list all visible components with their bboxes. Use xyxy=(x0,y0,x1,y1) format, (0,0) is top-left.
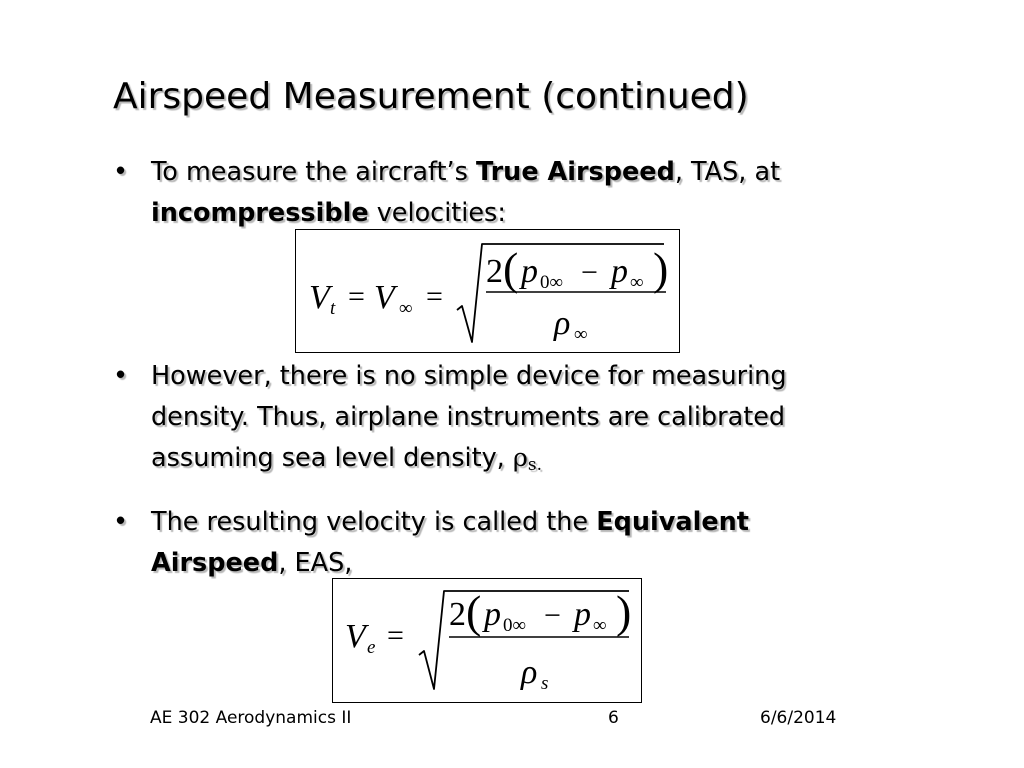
slide-title: Airspeed Measurement (continued) xyxy=(113,76,749,117)
eq-operator: = xyxy=(426,280,443,313)
equation-equivalent-airspeed xyxy=(332,578,642,703)
eq-symbol: V xyxy=(345,618,366,655)
eq-symbol: ρ xyxy=(554,305,571,342)
eq-subscript: s xyxy=(541,673,549,694)
eq-paren: ( xyxy=(503,243,519,294)
bullet-line xyxy=(151,193,911,234)
eq-symbol: V xyxy=(374,279,395,316)
eq-paren: ) xyxy=(616,586,632,637)
text-run: , EAS, xyxy=(278,548,353,578)
eq-subscript: ∞ xyxy=(630,272,644,293)
bullet-text xyxy=(151,356,921,486)
bullet-text xyxy=(151,502,911,584)
rho-subscript: s. xyxy=(527,455,543,475)
rho-glyph: ρ xyxy=(512,443,528,473)
bullet-line: density. Thus, airplane instruments are calibrated xyxy=(151,402,786,432)
rho-symbol xyxy=(513,443,542,473)
term-true-airspeed: True Airspeed xyxy=(476,157,675,187)
text-run: velocities: xyxy=(368,198,506,228)
eq-operator: = xyxy=(348,280,365,313)
text-run: assuming sea level density, xyxy=(151,443,513,473)
equation-true-airspeed-graphic xyxy=(296,230,679,352)
eq-subscript: 0∞ xyxy=(503,615,527,636)
eq-symbol: p xyxy=(611,253,628,290)
bullet-line xyxy=(151,152,911,193)
bullet-line xyxy=(151,438,921,486)
bullet-text xyxy=(151,152,911,234)
eq-paren: ( xyxy=(466,586,482,637)
eq-subscript: 0∞ xyxy=(540,272,564,293)
eq-number: 2 xyxy=(449,596,466,633)
bullet-dot: • xyxy=(113,157,129,187)
term-incompressible: incompressible xyxy=(151,198,369,228)
footer-course: AE 302 Aerodynamics II xyxy=(150,708,352,728)
text-run: , TAS, at xyxy=(674,157,781,187)
eq-subscript: ∞ xyxy=(399,298,413,319)
equation-true-airspeed xyxy=(295,229,680,353)
eq-symbol: V xyxy=(309,279,330,316)
term-airspeed: Airspeed xyxy=(151,548,279,578)
bullet-line xyxy=(151,502,911,543)
eq-symbol: p xyxy=(521,253,538,290)
eq-subscript: ∞ xyxy=(593,615,607,636)
eq-operator: − xyxy=(581,256,598,289)
text-run: The resulting velocity is called the xyxy=(151,507,597,537)
footer-date: 6/6/2014 xyxy=(760,708,837,728)
eq-symbol: p xyxy=(484,596,501,633)
eq-operator: = xyxy=(387,619,404,652)
bullet-line: However, there is no simple device for measuring xyxy=(151,361,787,391)
eq-symbol: p xyxy=(574,596,591,633)
equation-equivalent-airspeed-graphic xyxy=(333,579,641,702)
eq-subscript: ∞ xyxy=(574,324,588,345)
footer-page-number: 6 xyxy=(608,708,619,728)
term-equivalent: Equivalent xyxy=(596,507,749,537)
eq-paren: ) xyxy=(653,243,669,294)
bullet-dot: • xyxy=(113,361,129,391)
eq-symbol: ρ xyxy=(521,654,538,691)
eq-subscript: t xyxy=(330,298,336,319)
text-run: To measure the aircraft’s xyxy=(151,157,477,187)
eq-operator: − xyxy=(544,599,561,632)
eq-subscript: e xyxy=(367,637,376,658)
eq-number: 2 xyxy=(486,253,503,290)
bullet-dot: • xyxy=(113,507,129,537)
